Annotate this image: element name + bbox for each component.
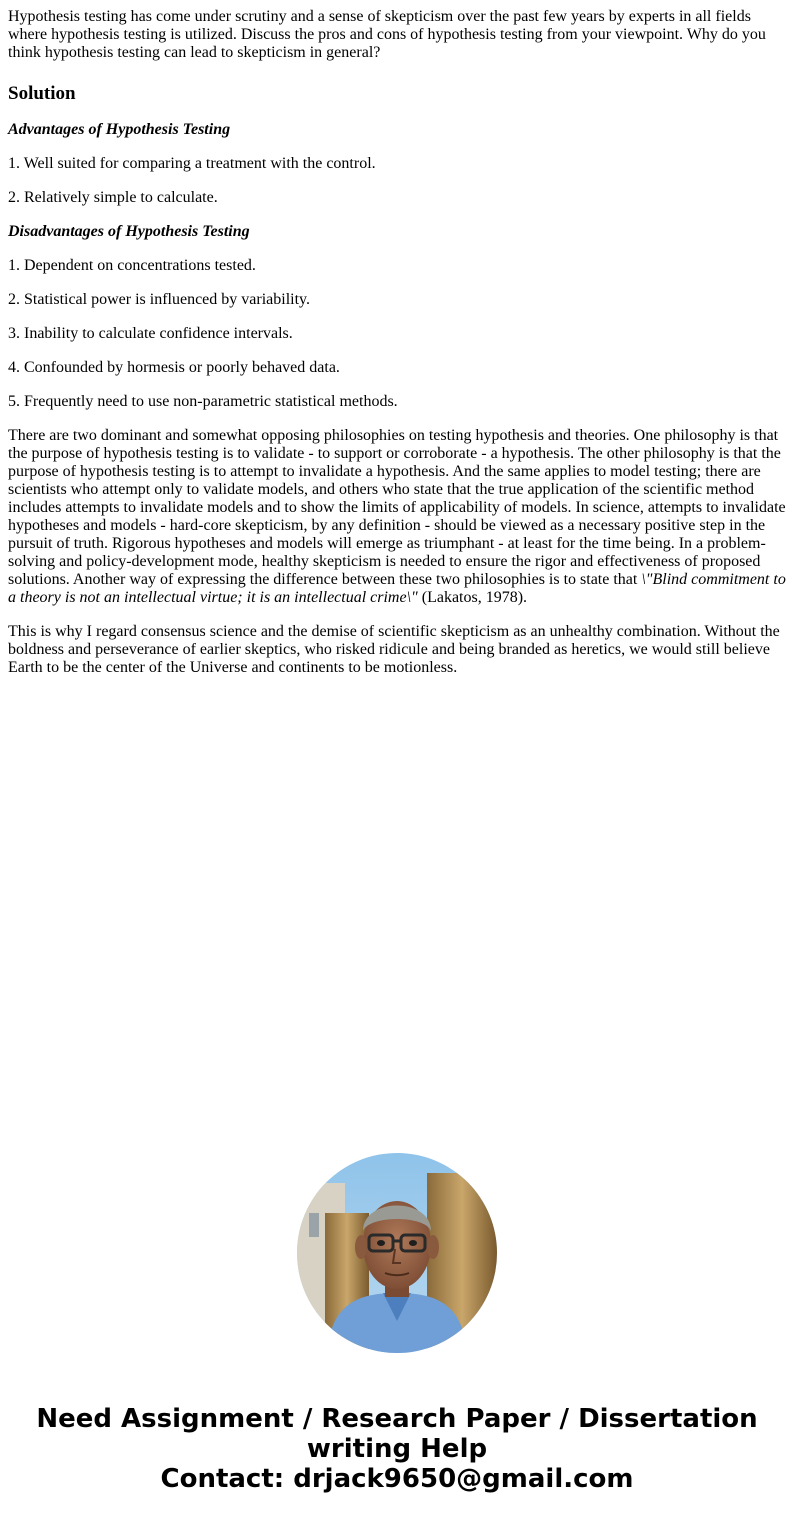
philosophy-text: There are two dominant and somewhat opposing philosophies on testing hypothesis and theories. One philosophy is that the purpose of hypothesis testing is to validate - to support or corroborate - a hypothesis. The other philosophy is that the purpose of hypothesis testing is to attempt to invalidate a hypothesis. And the same applies to model testing; there are scientists who attempt only to validate models, and others who state that the true application of the scientific method includes attempts to invalidate models and to show the limits of applicability of models. In science, attempts to invalidate hypotheses and models - hard-core skepticism, by any definition - should be viewed as a necessary positive step in the pursuit of truth. Rigorous hypotheses and models will emerge as triumphant - at least for the time being. In a problem-solving and policy-development mode, healthy skepticism is needed to ensure the rigor and effectiveness of proposed solutions. Another way of expressing the difference between these two philosophies is to state that	[8, 427, 786, 588]
solution-heading: Solution	[8, 83, 76, 104]
conclusion-paragraph: This is why I regard consensus science and the demise of scientific skepticism as an unhealthy combination. Without the boldness and perseverance of earlier skeptics, who risked ridicule and being branded as heretics, we would still believe Earth to be the center of the Universe and continents to be motionless.	[8, 623, 780, 676]
disadvantage-item: 5. Frequently need to use non-parametric statistical methods.	[8, 393, 398, 410]
question-text: Hypothesis testing has come under scrutiny and a sense of skepticism over the past few years by experts in all fields where hypothesis testing is utilized. Discuss the pros and cons of hypothesis testing from your viewpoint. Why do you think hypothesis testing can lead to skepticism in general?	[8, 8, 766, 61]
advantages-heading: Advantages of Hypothesis Testing	[8, 121, 231, 138]
disadvantage-item: 1. Dependent on concentrations tested.	[8, 257, 256, 274]
disadvantages-heading: Disadvantages of Hypothesis Testing	[8, 223, 250, 240]
disadvantage-item: 2. Statistical power is influenced by variability.	[8, 291, 310, 308]
disadvantage-item: 4. Confounded by hormesis or poorly behaved data.	[8, 359, 340, 376]
citation: (Lakatos, 1978).	[417, 589, 528, 606]
lakatos-quote: \"Blind commitment to a theory is not an intellectual virtue; it is an intellectual crime\"	[8, 571, 786, 606]
banner-line-1: Need Assignment / Research Paper / Dissertation	[36, 1404, 758, 1434]
advantage-item: 2. Relatively simple to calculate.	[8, 189, 218, 206]
author-avatar	[297, 1153, 497, 1353]
banner-contact: Contact: drjack9650@gmail.com	[160, 1464, 634, 1494]
advantage-item: 1. Well suited for comparing a treatment with the control.	[8, 155, 376, 172]
author-photo-icon	[297, 1153, 497, 1353]
banner-line-2: writing Help	[306, 1434, 488, 1464]
document-body	[8, 8, 786, 693]
disadvantage-item: 3. Inability to calculate confidence intervals.	[8, 325, 293, 342]
promo-banner	[0, 1404, 794, 1494]
philosophy-paragraph	[8, 427, 786, 607]
